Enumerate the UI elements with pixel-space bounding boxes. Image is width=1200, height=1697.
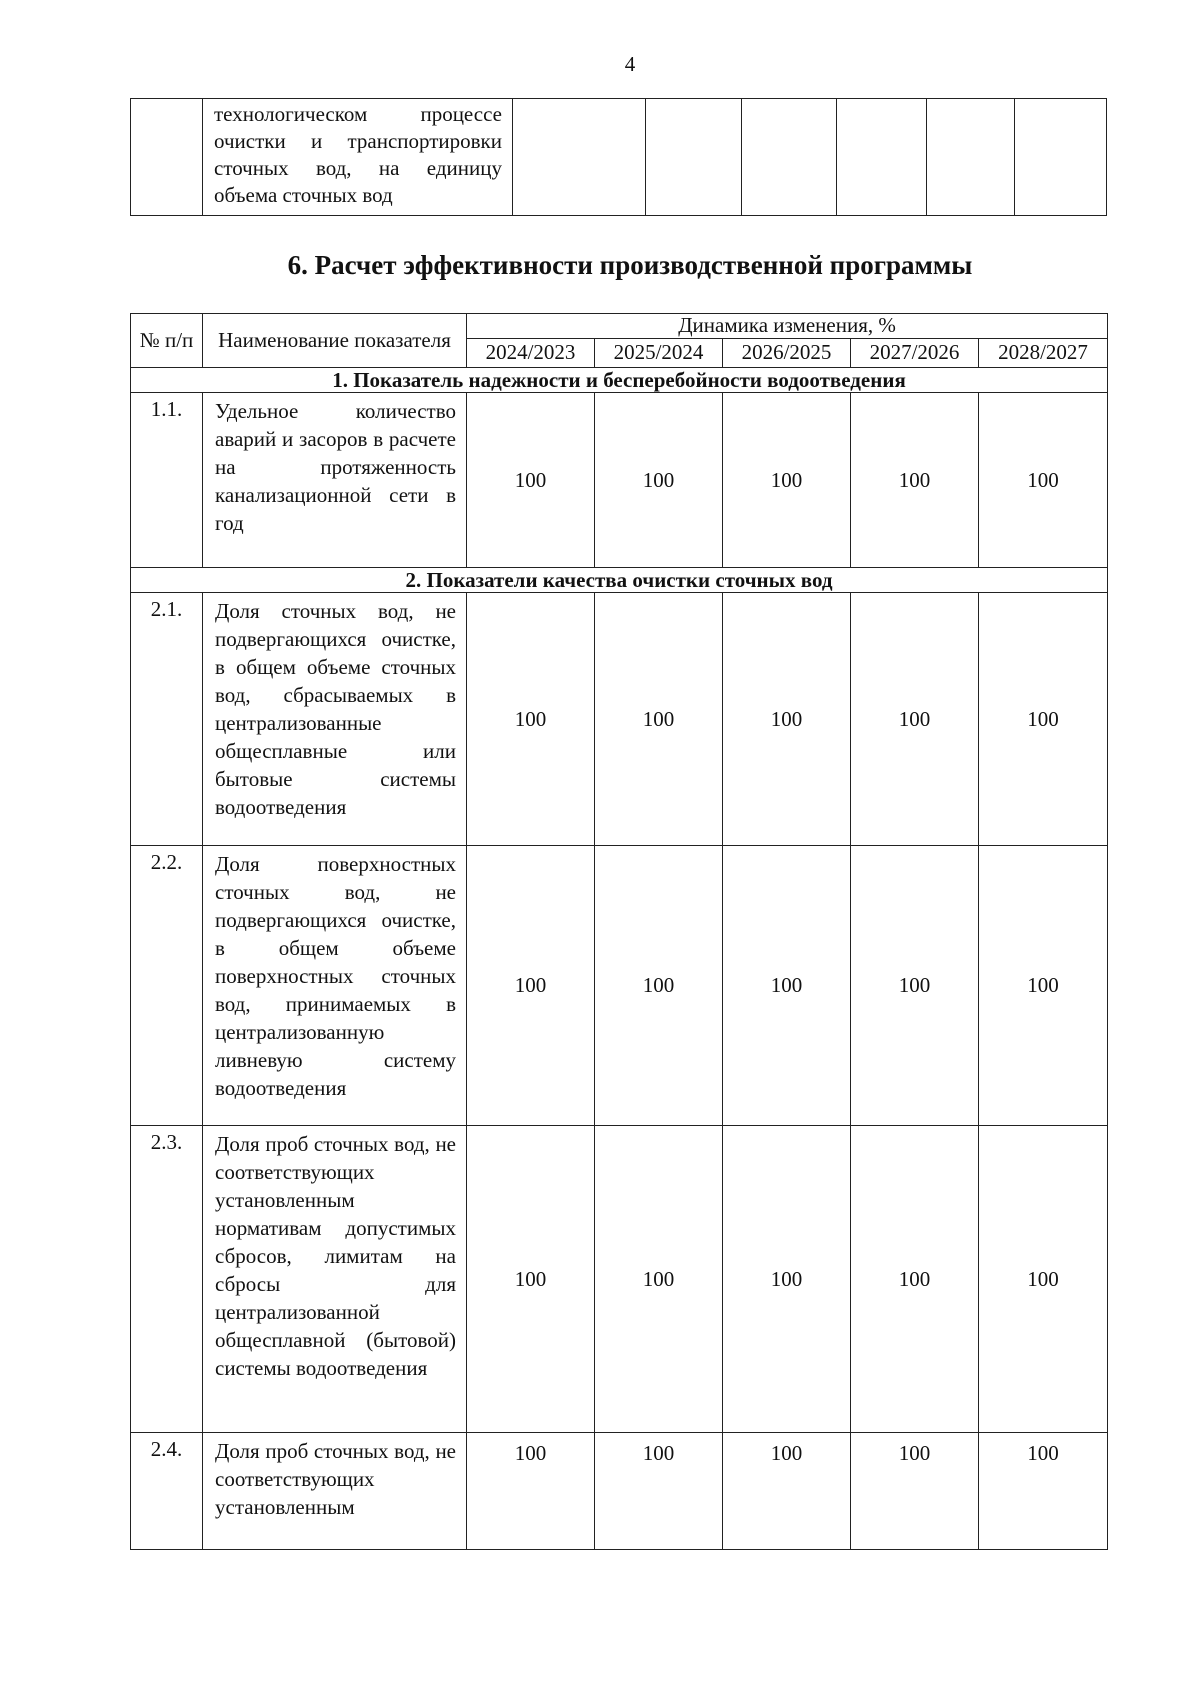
row-value: 100 — [723, 1126, 851, 1433]
group-title: 2. Показатели качества очистки сточных вод — [131, 568, 1108, 593]
row-value: 100 — [595, 393, 723, 568]
header-year: 2024/2023 — [467, 339, 595, 368]
continuation-row — [131, 99, 1107, 216]
row-name: Доля проб сточных вод, не соответствующих установленным нормативам допустимых сбросов, лимитам на сбросы для централизованной общесплавной (бытовой) системы водоотведения — [203, 1126, 467, 1433]
continuation-empty-cell — [1015, 99, 1107, 216]
continuation-empty-cell — [646, 99, 742, 216]
row-value: 100 — [467, 846, 595, 1126]
row-value: 100 — [595, 1126, 723, 1433]
header-row — [131, 314, 1108, 339]
row-value: 100 — [723, 393, 851, 568]
continuation-empty-cell — [742, 99, 837, 216]
group-row — [131, 368, 1108, 393]
row-num: 2.3. — [131, 1126, 203, 1433]
header-year: 2026/2025 — [723, 339, 851, 368]
row-name: Доля проб сточных вод, не соответствующих установленным — [203, 1433, 467, 1550]
header-dynamics: Динамика изменения, % — [467, 314, 1108, 339]
continuation-empty-cell — [837, 99, 927, 216]
efficiency-table — [130, 313, 1108, 1550]
continuation-empty-cell — [513, 99, 646, 216]
continuation-table — [130, 98, 1107, 216]
header-year: 2027/2026 — [851, 339, 979, 368]
row-value: 100 — [979, 593, 1108, 846]
row-value: 100 — [851, 1126, 979, 1433]
row-name: Доля поверхностных сточных вод, не подвергающихся очистке, в общем объеме поверхностных сточных вод, принимаемых в централизованную ливневую систему водоотведения — [203, 846, 467, 1126]
row-value: 100 — [851, 593, 979, 846]
row-value: 100 — [595, 1433, 723, 1550]
group-row — [131, 568, 1108, 593]
row-value: 100 — [979, 393, 1108, 568]
row-value: 100 — [467, 393, 595, 568]
table-row — [131, 846, 1108, 1126]
row-value: 100 — [979, 1433, 1108, 1550]
section-title: 6. Расчет эффективности производственной программы — [287, 250, 973, 280]
row-value: 100 — [467, 1433, 595, 1550]
row-num: 2.2. — [131, 846, 203, 1126]
table-row — [131, 1126, 1108, 1433]
table-row — [131, 1433, 1108, 1550]
row-value: 100 — [851, 846, 979, 1126]
row-value: 100 — [979, 1126, 1108, 1433]
header-num: № п/п — [131, 314, 203, 368]
group-title: 1. Показатель надежности и бесперебойности водоотведения — [131, 368, 1108, 393]
row-num: 2.1. — [131, 593, 203, 846]
table-row — [131, 593, 1108, 846]
continuation-name-cell — [203, 99, 513, 216]
row-value: 100 — [851, 1433, 979, 1550]
row-value: 100 — [723, 593, 851, 846]
row-num: 1.1. — [131, 393, 203, 568]
table-row — [131, 393, 1108, 568]
row-value: 100 — [851, 393, 979, 568]
row-num: 2.4. — [131, 1433, 203, 1550]
row-value: 100 — [467, 593, 595, 846]
continuation-num-cell — [131, 99, 203, 216]
row-value: 100 — [723, 846, 851, 1126]
header-name: Наименование показателя — [203, 314, 467, 368]
row-value: 100 — [979, 846, 1108, 1126]
row-value: 100 — [723, 1433, 851, 1550]
row-name: Доля сточных вод, не подвергающихся очистке, в общем объеме сточных вод, сбрасываемых в централизованные общесплавные или бытовые системы водоотведения — [203, 593, 467, 846]
row-value: 100 — [595, 593, 723, 846]
header-year: 2028/2027 — [979, 339, 1108, 368]
page-number: 4 — [624, 52, 636, 76]
row-value: 100 — [467, 1126, 595, 1433]
row-value: 100 — [595, 846, 723, 1126]
continuation-text: технологическом процессе очистки и транспортировки сточных вод, на единицу объема сточных вод — [214, 102, 502, 207]
continuation-empty-cell — [927, 99, 1015, 216]
row-name: Удельное количество аварий и засоров в расчете на протяженность канализационной сети в год — [203, 393, 467, 568]
header-year: 2025/2024 — [595, 339, 723, 368]
